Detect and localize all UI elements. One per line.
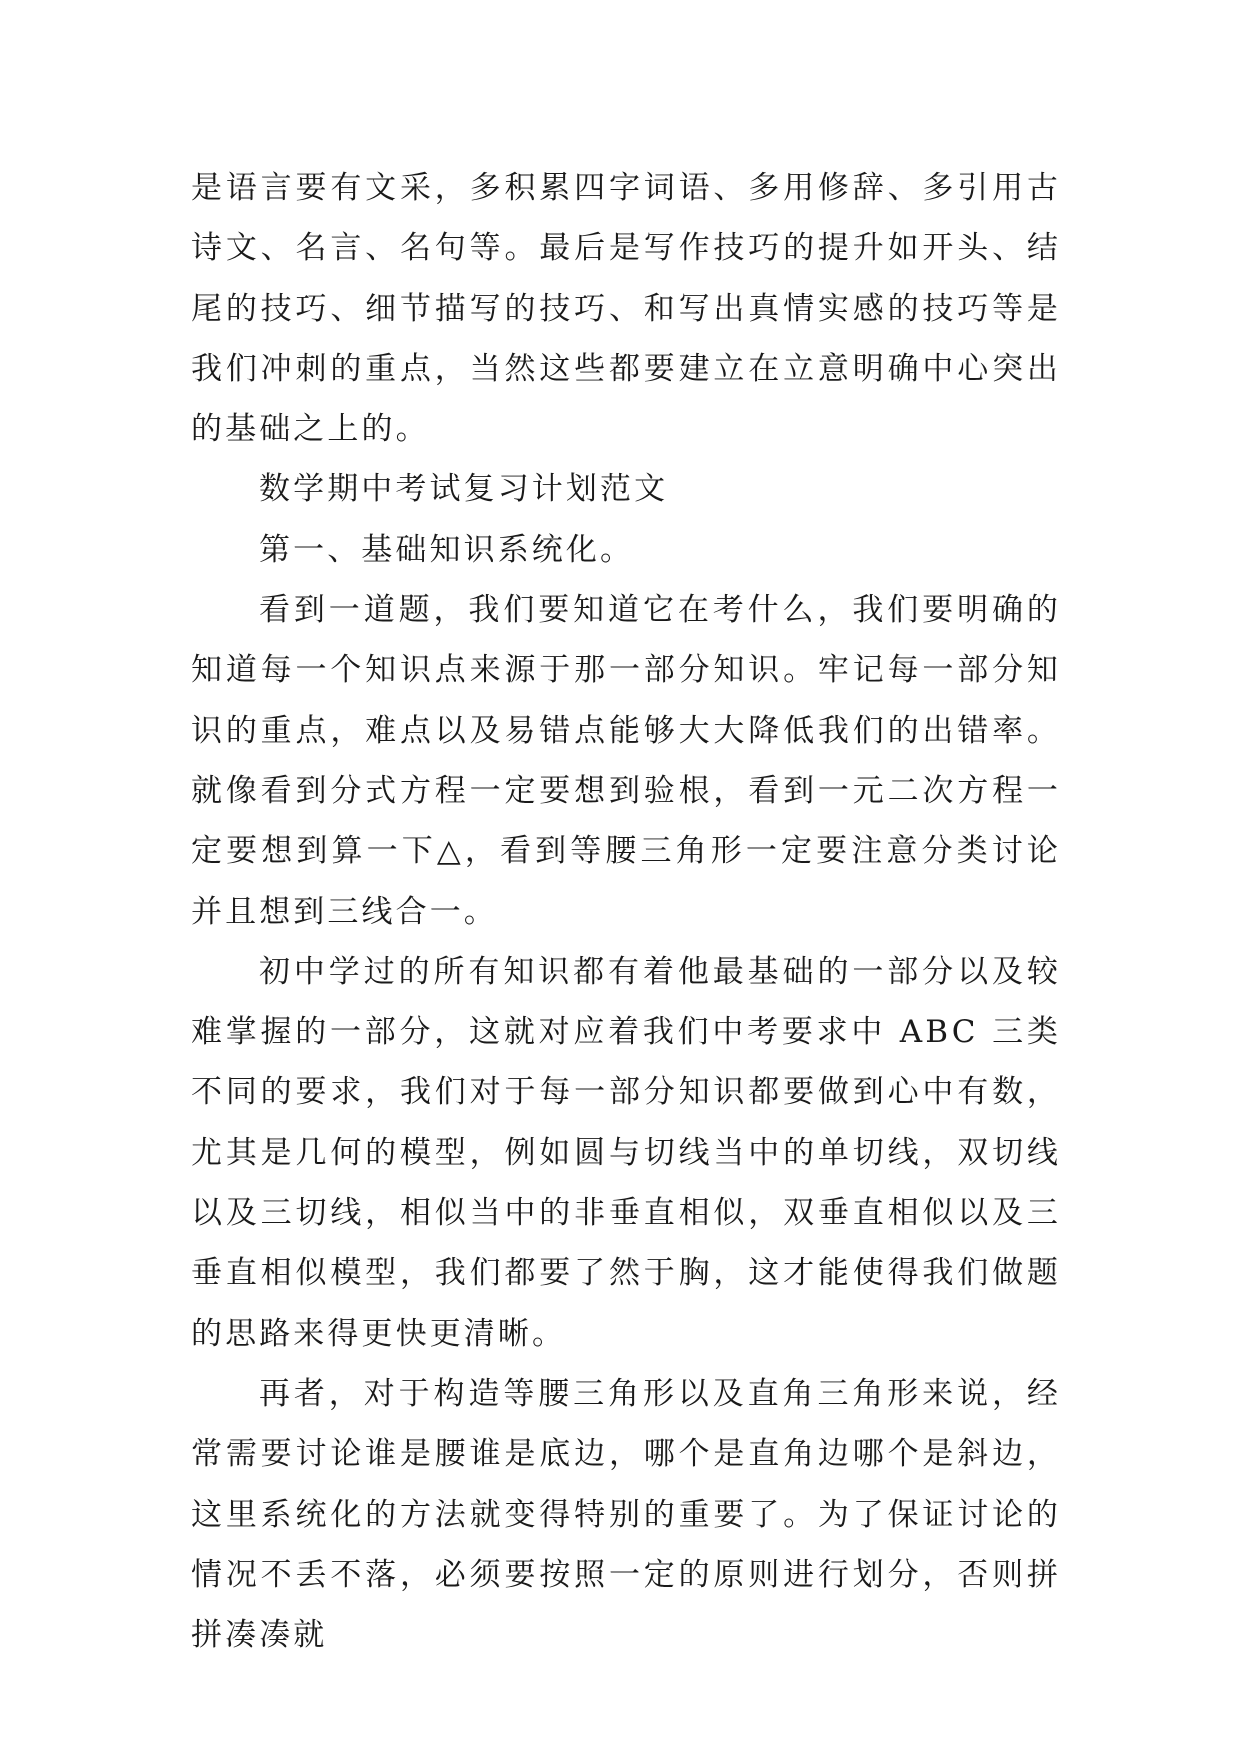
body-paragraph: 初中学过的所有知识都有着他最基础的一部分以及较难掌握的一部分，这就对应着我们中考要求中 ABC 三类不同的要求，我们对于每一部分知识都要做到心中有数，尤其是几何的模型，例如圆与切线当中的单切线，双切线以及三切线，相似当中的非垂直相似，双垂直相似以及三垂直相似模型，我们都要了然于胸，这才能使得我们做题的思路来得更快更清晰。 xyxy=(191,953,1061,1352)
section-heading: 第一、基础知识系统化。 xyxy=(259,531,635,568)
continuation-paragraph: 是语言要有文采，多积累四字词语、多用修辞、多引用古诗文、名言、名句等。最后是写作技巧的提升如开头、结尾的技巧、细节描写的技巧、和写出真情实感的技巧等是我们冲刺的重点，当然这些都要建立在立意明确中心突出的基础之上的。 xyxy=(191,170,1061,448)
document-body xyxy=(191,158,1061,1665)
body-paragraph: 再者，对于构造等腰三角形以及直角三角形来说，经常需要讨论谁是腰谁是底边，哪个是直角边哪个是斜边，这里系统化的方法就变得特别的重要了。为了保证讨论的情况不丢不落，必须要按照一定的原则进行划分，否则拼拼凑凑就 xyxy=(191,1375,1061,1654)
body-paragraph: 看到一道题，我们要知道它在考什么，我们要明确的知道每一个知识点来源于那一部分知识。牢记每一部分知识的重点，难点以及易错点能够大大降低我们的出错率。就像看到分式方程一定要想到验根，看到一元二次方程一定要想到算一下△，看到等腰三角形一定要注意分类讨论并且想到三线合一。 xyxy=(191,592,1061,930)
document-title: 数学期中考试复习计划范文 xyxy=(259,471,669,508)
